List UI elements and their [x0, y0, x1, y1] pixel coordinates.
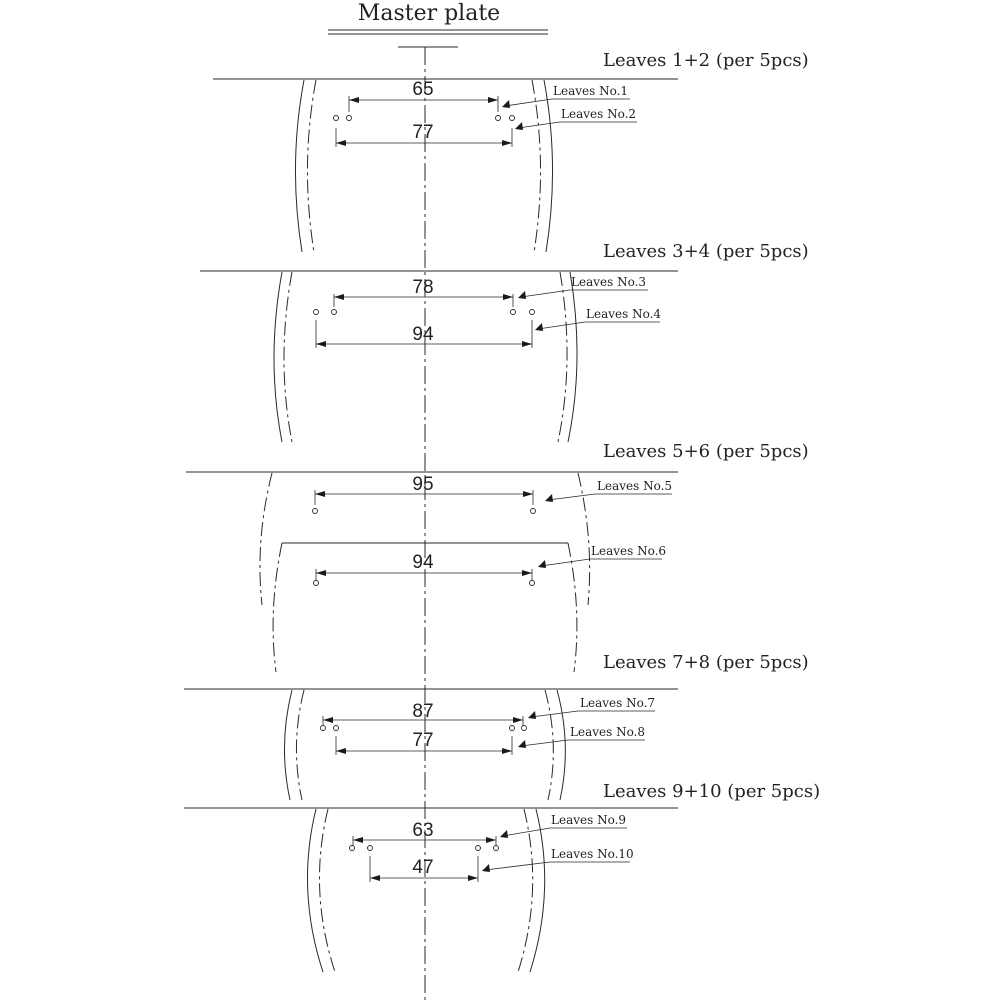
leaf-label: Leaves No.5: [597, 479, 673, 493]
arrow-icon: [523, 491, 533, 497]
hole-icon: [334, 726, 339, 731]
leaf-label: Leaves No.1: [553, 84, 629, 98]
plate-edge: [295, 80, 304, 252]
plate-edge-dashed: [284, 272, 292, 442]
leaf-label: Leaves No.9: [551, 813, 627, 827]
leaf-label: Leaves No.2: [561, 107, 637, 121]
leader-line: [485, 862, 550, 870]
hole-icon: [332, 310, 337, 315]
dimension-value: 77: [412, 122, 434, 143]
leader-line: [518, 122, 560, 128]
arrow-icon: [370, 875, 380, 881]
hole-icon: [510, 116, 515, 121]
plate-edge: [568, 272, 577, 442]
plate-edge-dashed: [532, 80, 541, 252]
hole-icon: [531, 509, 536, 514]
leader-arrow-icon: [482, 864, 490, 872]
arrow-icon: [334, 294, 344, 300]
group-leaves-3-4: [200, 241, 809, 442]
arrow-icon: [503, 294, 513, 300]
arrow-icon: [353, 837, 363, 843]
hole-icon: [530, 581, 535, 586]
hole-icon: [334, 116, 339, 121]
plate-edge: [284, 690, 292, 800]
leader-arrow-icon: [500, 830, 508, 838]
leader-line: [505, 99, 552, 106]
dimension-value: 87: [412, 701, 434, 722]
arrow-icon: [468, 875, 478, 881]
arrow-icon: [522, 570, 532, 576]
dimension-value: 78: [412, 277, 434, 298]
arrow-icon: [502, 140, 512, 146]
leader-arrow-icon: [518, 740, 526, 748]
group-leaves-1-2: [213, 50, 809, 252]
leaf-label: Leaves No.10: [551, 847, 634, 861]
leader-line: [503, 828, 550, 836]
plate-edge-dashed: [273, 543, 282, 672]
arrow-icon: [316, 341, 326, 347]
hole-icon: [476, 846, 481, 851]
plate-edge: [557, 690, 565, 800]
leaf-label: Leaves No.8: [570, 725, 646, 739]
arrow-icon: [488, 97, 498, 103]
leader-line: [548, 494, 595, 500]
hole-icon: [496, 116, 501, 121]
hole-icon: [321, 726, 326, 731]
leader-arrow-icon: [535, 323, 543, 331]
hole-icon: [313, 509, 318, 514]
group-heading: Leaves 3+4 (per 5pcs): [603, 241, 809, 262]
leader-line: [538, 322, 585, 329]
dimension-value: 65: [412, 79, 434, 100]
leader-arrow-icon: [545, 494, 553, 502]
group-heading: Leaves 5+6 (per 5pcs): [603, 441, 809, 462]
hole-icon: [494, 846, 499, 851]
plate-edge-dashed: [545, 690, 553, 800]
dimension-value: 77: [412, 730, 434, 751]
plate-edge-dashed: [319, 809, 335, 972]
group-heading: Leaves 7+8 (per 5pcs): [603, 652, 809, 673]
arrow-icon: [323, 717, 333, 723]
plate-edge-dashed: [578, 473, 590, 605]
leader-line: [521, 740, 568, 746]
leader-line: [541, 559, 590, 566]
hole-icon: [314, 581, 319, 586]
leader-arrow-icon: [528, 711, 536, 719]
dimension-value: 95: [412, 474, 434, 495]
dimension-value: 94: [412, 324, 434, 345]
arrow-icon: [349, 97, 359, 103]
hole-icon: [510, 726, 515, 731]
group-heading: Leaves 9+10 (per 5pcs): [603, 781, 821, 802]
leaf-label: Leaves No.3: [571, 275, 647, 289]
hole-icon: [350, 846, 355, 851]
group-heading: Leaves 1+2 (per 5pcs): [603, 50, 809, 71]
plate-edge-dashed: [558, 272, 567, 442]
arrow-icon: [522, 341, 532, 347]
group-leaves-7-8: [184, 652, 809, 800]
arrow-icon: [316, 570, 326, 576]
master-plate-title: Master plate: [357, 1, 501, 26]
arrow-icon: [336, 140, 346, 146]
group-leaves-9-10: [184, 781, 820, 972]
plate-edge-dashed: [307, 80, 316, 252]
plate-edge: [307, 809, 323, 972]
plate-edge: [274, 272, 282, 442]
arrow-icon: [315, 491, 325, 497]
arrow-icon: [336, 748, 346, 754]
group-leaves-5-6: [186, 441, 809, 672]
leaf-label: Leaves No.6: [591, 544, 667, 558]
dimension-value: 94: [412, 552, 434, 573]
leader-arrow-icon: [515, 122, 523, 130]
plate-edge: [544, 80, 553, 252]
leaf-label: Leaves No.4: [586, 307, 662, 321]
leaf-label: Leaves No.7: [580, 696, 656, 710]
plate-edge-dashed: [296, 690, 304, 800]
leader-arrow-icon: [502, 100, 510, 108]
hole-icon: [314, 310, 319, 315]
leader-arrow-icon: [518, 291, 526, 299]
dimension-value: 63: [412, 820, 434, 841]
hole-icon: [522, 726, 527, 731]
dimension-value: 47: [412, 857, 434, 878]
hole-icon: [368, 846, 373, 851]
arrow-icon: [513, 717, 523, 723]
plate-edge-dashed: [260, 473, 272, 605]
leader-line: [521, 290, 570, 297]
arrow-icon: [502, 748, 512, 754]
hole-icon: [511, 310, 516, 315]
leader-arrow-icon: [538, 560, 546, 568]
arrow-icon: [486, 837, 496, 843]
hole-icon: [347, 116, 352, 121]
leader-line: [531, 711, 578, 717]
hole-icon: [530, 310, 535, 315]
